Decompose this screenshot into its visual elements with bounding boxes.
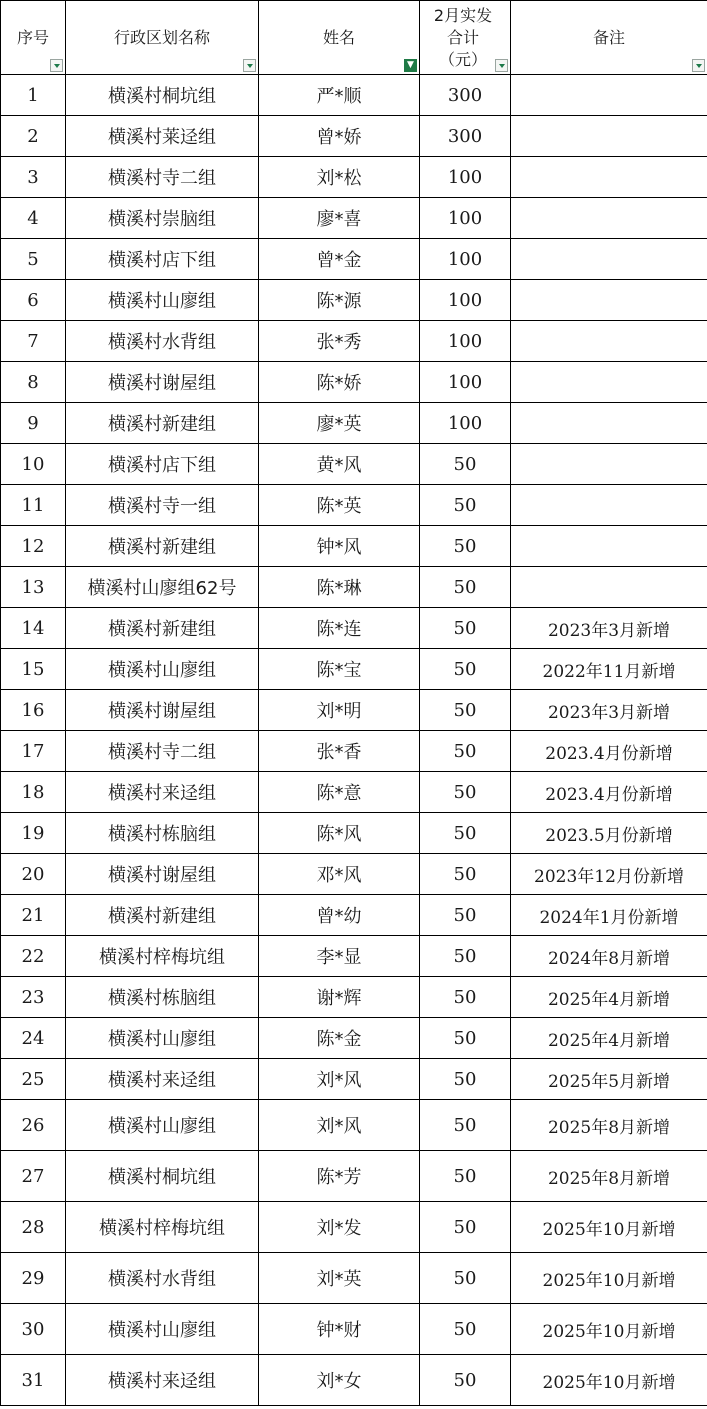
cell-name: 陈*宝	[259, 649, 420, 690]
cell-seq: 3	[1, 157, 66, 198]
cell-note: 2023年3月新增	[511, 690, 707, 731]
cell-region: 横溪村栋脑组	[66, 813, 259, 854]
cell-name: 刘*女	[259, 1355, 420, 1406]
cell-seq: 22	[1, 936, 66, 977]
cell-name: 陈*源	[259, 280, 420, 321]
cell-amount: 100	[420, 239, 511, 280]
cell-region: 横溪村山廖组	[66, 649, 259, 690]
cell-seq: 24	[1, 1018, 66, 1059]
cell-region: 横溪村新建组	[66, 403, 259, 444]
cell-amount: 100	[420, 280, 511, 321]
cell-note: 2025年10月新增	[511, 1355, 707, 1406]
cell-seq: 10	[1, 444, 66, 485]
cell-note	[511, 444, 707, 485]
cell-note	[511, 280, 707, 321]
table-row[interactable]	[1, 895, 707, 936]
cell-region: 横溪村店下组	[66, 444, 259, 485]
cell-note: 2024年8月新增	[511, 936, 707, 977]
cell-amount: 100	[420, 362, 511, 403]
cell-seq: 13	[1, 567, 66, 608]
cell-region: 横溪村新建组	[66, 895, 259, 936]
cell-region: 横溪村水背组	[66, 321, 259, 362]
cell-amount: 50	[420, 1100, 511, 1151]
cell-seq: 29	[1, 1253, 66, 1304]
cell-seq: 7	[1, 321, 66, 362]
cell-region: 横溪村山廖组	[66, 1100, 259, 1151]
cell-note	[511, 239, 707, 280]
cell-amount: 50	[420, 977, 511, 1018]
table-row[interactable]	[1, 362, 707, 403]
cell-amount: 50	[420, 1253, 511, 1304]
cell-amount: 50	[420, 485, 511, 526]
cell-note	[511, 75, 707, 116]
cell-note: 2025年10月新增	[511, 1304, 707, 1355]
cell-note: 2025年4月新增	[511, 977, 707, 1018]
dropdown-arrow-icon[interactable]	[692, 59, 705, 72]
cell-name: 陈*金	[259, 1018, 420, 1059]
cell-amount: 50	[420, 567, 511, 608]
table-row[interactable]	[1, 1018, 707, 1059]
cell-note	[511, 116, 707, 157]
cell-region: 横溪村来迳组	[66, 772, 259, 813]
cell-amount: 50	[420, 1304, 511, 1355]
cell-amount: 50	[420, 1355, 511, 1406]
table-row[interactable]	[1, 608, 707, 649]
cell-region: 横溪村新建组	[66, 526, 259, 567]
cell-region: 横溪村桐坑组	[66, 75, 259, 116]
table-row[interactable]	[1, 403, 707, 444]
cell-name: 廖*英	[259, 403, 420, 444]
cell-name: 曾*幼	[259, 895, 420, 936]
table-row[interactable]	[1, 1202, 707, 1253]
cell-note	[511, 321, 707, 362]
cell-seq: 11	[1, 485, 66, 526]
table-row[interactable]	[1, 1100, 707, 1151]
cell-note: 2025年8月新增	[511, 1151, 707, 1202]
cell-note: 2023年12月份新增	[511, 854, 707, 895]
cell-name: 张*秀	[259, 321, 420, 362]
cell-region: 横溪村山廖组	[66, 1304, 259, 1355]
cell-seq: 5	[1, 239, 66, 280]
cell-amount: 50	[420, 608, 511, 649]
cell-name: 刘*英	[259, 1253, 420, 1304]
cell-name: 陈*英	[259, 485, 420, 526]
cell-seq: 4	[1, 198, 66, 239]
cell-note: 2023.4月份新增	[511, 772, 707, 813]
cell-region: 横溪村寺二组	[66, 157, 259, 198]
cell-amount: 50	[420, 1059, 511, 1100]
cell-region: 横溪村山廖组	[66, 280, 259, 321]
cell-seq: 14	[1, 608, 66, 649]
table-row[interactable]	[1, 1304, 707, 1355]
cell-seq: 9	[1, 403, 66, 444]
cell-name: 刘*发	[259, 1202, 420, 1253]
cell-amount: 100	[420, 321, 511, 362]
cell-note	[511, 157, 707, 198]
dropdown-arrow-icon[interactable]	[50, 59, 63, 72]
cell-seq: 21	[1, 895, 66, 936]
dropdown-arrow-icon[interactable]	[495, 59, 508, 72]
header-amount-label: 2月实发合计（元）	[433, 5, 493, 69]
cell-seq: 28	[1, 1202, 66, 1253]
table-row[interactable]	[1, 731, 707, 772]
cell-amount: 50	[420, 936, 511, 977]
cell-seq: 25	[1, 1059, 66, 1100]
cell-amount: 50	[420, 813, 511, 854]
cell-amount: 50	[420, 772, 511, 813]
cell-name: 钟*财	[259, 1304, 420, 1355]
cell-seq: 2	[1, 116, 66, 157]
cell-note: 2023.4月份新增	[511, 731, 707, 772]
table-row[interactable]	[1, 321, 707, 362]
cell-region: 横溪村水背组	[66, 1253, 259, 1304]
cell-seq: 1	[1, 75, 66, 116]
header-seq-label: 序号	[16, 28, 49, 47]
cell-note: 2025年10月新增	[511, 1253, 707, 1304]
cell-name: 陈*芳	[259, 1151, 420, 1202]
cell-region: 横溪村梓梅坑组	[66, 936, 259, 977]
cell-amount: 50	[420, 690, 511, 731]
cell-name: 刘*风	[259, 1059, 420, 1100]
cell-note: 2022年11月新增	[511, 649, 707, 690]
cell-name: 张*香	[259, 731, 420, 772]
cell-name: 曾*娇	[259, 116, 420, 157]
cell-region: 横溪村栋脑组	[66, 977, 259, 1018]
cell-seq: 31	[1, 1355, 66, 1406]
cell-name: 邓*风	[259, 854, 420, 895]
cell-name: 廖*喜	[259, 198, 420, 239]
table-body	[1, 75, 707, 1406]
cell-name: 黄*风	[259, 444, 420, 485]
cell-seq: 19	[1, 813, 66, 854]
cell-amount: 100	[420, 403, 511, 444]
cell-region: 横溪村来迳组	[66, 1059, 259, 1100]
table-row[interactable]	[1, 772, 707, 813]
table-row[interactable]	[1, 157, 707, 198]
cell-note: 2025年8月新增	[511, 1100, 707, 1151]
cell-seq: 27	[1, 1151, 66, 1202]
cell-note: 2025年10月新增	[511, 1202, 707, 1253]
header-note-label: 备注	[592, 28, 625, 47]
cell-region: 横溪村谢屋组	[66, 690, 259, 731]
header-region-label: 行政区划名称	[113, 28, 210, 47]
cell-amount: 100	[420, 157, 511, 198]
table-row[interactable]	[1, 567, 707, 608]
cell-seq: 17	[1, 731, 66, 772]
cell-region: 横溪村崇脑组	[66, 198, 259, 239]
table-row[interactable]	[1, 977, 707, 1018]
cell-region: 横溪村山廖组62号	[66, 567, 259, 608]
header-name-label: 姓名	[322, 28, 355, 47]
cell-seq: 12	[1, 526, 66, 567]
table-row[interactable]	[1, 485, 707, 526]
cell-note	[511, 198, 707, 239]
cell-name: 谢*辉	[259, 977, 420, 1018]
header-note	[511, 1, 707, 75]
header-region	[66, 1, 259, 75]
cell-amount: 50	[420, 854, 511, 895]
table-row[interactable]	[1, 75, 707, 116]
cell-name: 陈*琳	[259, 567, 420, 608]
cell-amount: 300	[420, 116, 511, 157]
cell-note	[511, 485, 707, 526]
dropdown-arrow-icon[interactable]	[243, 59, 256, 72]
cell-seq: 23	[1, 977, 66, 1018]
cell-note	[511, 526, 707, 567]
cell-name: 陈*风	[259, 813, 420, 854]
table-row[interactable]	[1, 854, 707, 895]
cell-note: 2023.5月份新增	[511, 813, 707, 854]
cell-region: 横溪村桐坑组	[66, 1151, 259, 1202]
cell-region: 横溪村新建组	[66, 608, 259, 649]
cell-name: 李*显	[259, 936, 420, 977]
cell-name: 刘*明	[259, 690, 420, 731]
header-seq	[1, 1, 66, 75]
table-row[interactable]	[1, 444, 707, 485]
cell-amount: 50	[420, 1202, 511, 1253]
cell-amount: 50	[420, 444, 511, 485]
header-amount	[420, 1, 511, 75]
cell-note: 2024年1月份新增	[511, 895, 707, 936]
cell-seq: 18	[1, 772, 66, 813]
cell-seq: 16	[1, 690, 66, 731]
cell-region: 横溪村店下组	[66, 239, 259, 280]
cell-seq: 20	[1, 854, 66, 895]
cell-region: 横溪村梓梅坑组	[66, 1202, 259, 1253]
cell-name: 严*顺	[259, 75, 420, 116]
table-row[interactable]	[1, 198, 707, 239]
cell-seq: 26	[1, 1100, 66, 1151]
header-name	[259, 1, 420, 75]
cell-name: 刘*松	[259, 157, 420, 198]
cell-note: 2023年3月新增	[511, 608, 707, 649]
cell-amount: 50	[420, 649, 511, 690]
cell-name: 陈*连	[259, 608, 420, 649]
cell-note	[511, 403, 707, 444]
cell-name: 陈*娇	[259, 362, 420, 403]
cell-name: 刘*风	[259, 1100, 420, 1151]
table-row[interactable]	[1, 1151, 707, 1202]
cell-amount: 50	[420, 895, 511, 936]
cell-region: 横溪村寺二组	[66, 731, 259, 772]
table-row[interactable]	[1, 1059, 707, 1100]
table-row[interactable]	[1, 280, 707, 321]
cell-region: 横溪村谢屋组	[66, 854, 259, 895]
cell-amount: 100	[420, 198, 511, 239]
cell-note	[511, 362, 707, 403]
table-row[interactable]	[1, 1253, 707, 1304]
cell-note: 2025年4月新增	[511, 1018, 707, 1059]
table-row[interactable]	[1, 813, 707, 854]
cell-seq: 30	[1, 1304, 66, 1355]
cell-note	[511, 567, 707, 608]
table-row[interactable]	[1, 936, 707, 977]
cell-region: 横溪村来迳组	[66, 1355, 259, 1406]
table-row[interactable]	[1, 116, 707, 157]
cell-region: 横溪村谢屋组	[66, 362, 259, 403]
cell-seq: 6	[1, 280, 66, 321]
filter-funnel-icon[interactable]: ▼	[404, 59, 417, 72]
table-row[interactable]	[1, 1355, 707, 1406]
table-row[interactable]	[1, 649, 707, 690]
cell-amount: 50	[420, 526, 511, 567]
cell-note: 2025年5月新增	[511, 1059, 707, 1100]
cell-amount: 50	[420, 1151, 511, 1202]
cell-region: 横溪村寺一组	[66, 485, 259, 526]
table-row[interactable]	[1, 690, 707, 731]
cell-amount: 300	[420, 75, 511, 116]
cell-region: 横溪村山廖组	[66, 1018, 259, 1059]
header-row	[1, 1, 707, 75]
table-row[interactable]	[1, 239, 707, 280]
cell-name: 陈*意	[259, 772, 420, 813]
cell-amount: 50	[420, 1018, 511, 1059]
cell-seq: 8	[1, 362, 66, 403]
cell-amount: 50	[420, 731, 511, 772]
cell-seq: 15	[1, 649, 66, 690]
cell-region: 横溪村莱迳组	[66, 116, 259, 157]
cell-name: 钟*风	[259, 526, 420, 567]
cell-name: 曾*金	[259, 239, 420, 280]
table-row[interactable]	[1, 526, 707, 567]
